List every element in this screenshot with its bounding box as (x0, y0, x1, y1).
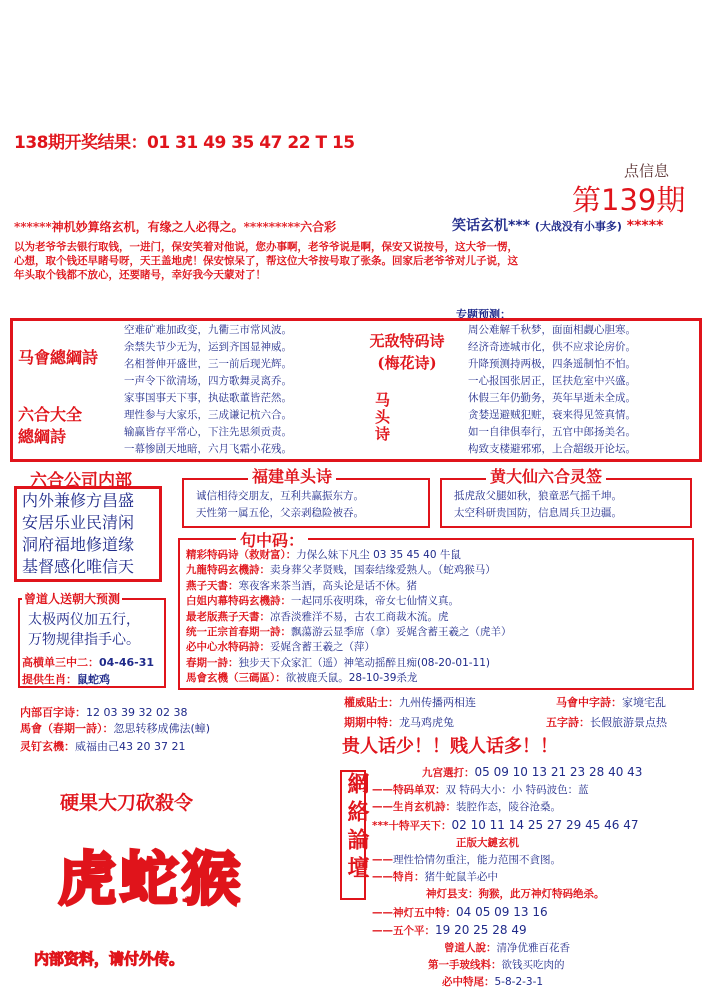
middle-item-label: 统一正宗首春期一詩： (186, 626, 291, 639)
joke-line: 以为老爷爷去银行取钱，一进门，保安笑着对他说，您办事啊，老爷爷说是啊，保安又说按号，这大爷一愣， (14, 241, 518, 253)
fortune-gold (22, 654, 154, 670)
authority-tip-value: 九州传播两相连 (399, 696, 476, 709)
wong-lines (454, 488, 622, 522)
joke-line: 心想，取个钱还早睹号呀，天王盖地虎！保安惊呆了，帮这位大爷按号取了张条。回家后老爷爷对儿子说，这 (14, 255, 518, 267)
net-item-label: 必中特尾： (442, 976, 495, 989)
poem-line: 输赢皆存平常心，下注先思须贡责。 (124, 426, 292, 438)
inner-hundred (20, 704, 187, 720)
net-item-value: 双 特码大小：小 特码波色：蓝 (445, 784, 589, 797)
issue-number: 第139期 (572, 183, 686, 217)
slogan: 贵人话少！！贱人话多！！ (342, 736, 558, 757)
hk-poem-label-line: 總綱詩 (18, 427, 67, 446)
authority-tip (344, 694, 476, 710)
zodiac-nail-value: 威福由己43 20 37 21 (75, 740, 186, 753)
mahui-poem (20, 720, 210, 736)
poem-line: 一声令下欲清场，四方歌舞灵离乔。 (124, 375, 292, 387)
net-item-label: ***十特平天下： (372, 819, 452, 832)
plum-title-line: (梅花诗) (377, 354, 437, 372)
mahui-poem-value: 忽思转移成佛法(蟑) (113, 722, 211, 735)
middle-items (186, 548, 512, 687)
fortune-line: 太极两仪加五行， (28, 612, 140, 628)
net-item-value: 04 05 09 13 16 (456, 904, 548, 919)
poem-line: 名相誉伸开盛世，三一前后现光辉。 (124, 358, 292, 370)
middle-item (186, 610, 512, 625)
net-item-label: —— (372, 854, 393, 867)
middle-item (186, 579, 512, 594)
net-item-label: ——特肖： (372, 871, 425, 884)
net-item-label: 神灯县支： (426, 888, 479, 901)
joke-line: 年头取个钱都不放心，还要睹号，幸好我今天蒙对了！ (14, 269, 266, 281)
intro-right-title (452, 215, 663, 235)
info-tag: 点信息 (624, 162, 670, 180)
net-item-label: ——特码单双： (372, 784, 446, 797)
net-item (372, 799, 642, 816)
middle-item-label: 春期一詩： (186, 656, 239, 669)
middle-item-label: 燕子天書： (186, 579, 239, 592)
five-word-label: 五字詩： (546, 716, 590, 729)
fujian-lines (196, 488, 364, 522)
middle-item-value: 一起同乐夜明珠，帝女七仙情义真。 (291, 595, 459, 608)
net-item-value: 05 09 10 13 21 23 28 40 43 (474, 765, 643, 779)
knife-title: 硬果大刀砍殺令 (60, 792, 194, 814)
net-item (372, 764, 642, 782)
wong-title: 黄大仙六合灵签 (486, 464, 606, 487)
net-item-label: ——神灯五中特： (372, 906, 456, 919)
net-item (372, 957, 642, 974)
internal-line: 安居乐业民清闲 (22, 513, 135, 532)
net-item-value: 狗猴，此万神灯特码绝杀。 (478, 888, 605, 901)
net-label: 網絡論壇 (344, 772, 370, 884)
mahui-poem-label: 馬會（春期一詩）： (20, 722, 114, 735)
forecast-label: 专题预测： (456, 308, 511, 321)
plum-poem-title (362, 330, 452, 374)
middle-item-label: 馬會玄機（三碼區）： (186, 672, 286, 685)
middle-item (186, 625, 512, 640)
middle-item-label: 精彩特码诗（救财富）： (186, 549, 297, 561)
poem-line: 空难矿难加政变，九衢三市常风波。 (124, 324, 292, 336)
middle-title: 句中码： (236, 528, 308, 551)
poem-line: 构致支楼避邪邪，上合超级开论坛。 (468, 443, 636, 455)
inner-hundred-value: 12 03 39 32 02 38 (86, 706, 188, 719)
joke-stars: ***** (626, 218, 664, 234)
period-special-label: 期期中特： (344, 716, 399, 729)
poem-line: 经济奇迹城市化，供不应求论房价。 (468, 341, 636, 353)
middle-item-value: 欲被鹿夭鼠。28-10-39杀龙 (285, 672, 418, 685)
five-word-value: 长假旅游景点热 (590, 716, 667, 729)
inner-hundred-label: 内部百字诗： (20, 706, 86, 719)
middle-item-value: 独步天下众家汇（遥）神笔动摇醉且痴(08-20-01-11) (238, 656, 491, 669)
net-item (372, 852, 642, 869)
plum-poem-lines (468, 322, 636, 458)
middle-item (186, 656, 512, 671)
net-item (372, 869, 642, 886)
internal-line: 基督感化唯信天 (22, 557, 135, 576)
result-line: 138期开奖结果：01 31 49 35 47 22 T 15 (14, 133, 355, 153)
middle-item-label: 必中心水特码詩： (186, 641, 270, 654)
fortune-line: 万物规律指手心。 (28, 632, 140, 648)
fortune-gold-value: 04-46-31 (99, 656, 155, 669)
middle-item-label: 九龍特码玄機詩： (186, 564, 270, 577)
fujian-line: 天性第一属五伦，父亲剥稳险被吞。 (196, 507, 364, 519)
middle-item-value: 寒夜客来茶当酒，高头论是话不休。猪 (238, 579, 417, 592)
net-item-value: 欲钱买吃肉的 (501, 959, 565, 972)
net-item-value: 理性恰情勿重注，能力范围不貪图。 (393, 854, 561, 867)
knife-zodiacs: 虎蛇猴 (58, 845, 245, 913)
net-item-value: 猪牛蛇鼠羊必中 (424, 871, 498, 884)
net-item-label: ——生肖玄机詩： (372, 801, 456, 814)
poem-line: 升降预测持两极，四条遥制怕不怕。 (468, 358, 636, 370)
middle-item-value: 卖身葬父孝贤贱，国泰结缘爱熟人。（蛇鸡猴马） (270, 564, 496, 577)
middle-item (186, 548, 512, 563)
net-item-value: 5-8-2-3-1 (494, 976, 544, 989)
middle-item-value: 凉香淡雅洋不易，古农工商裁木流。虎 (270, 610, 449, 623)
authority-tip-label: 權威貼士： (344, 696, 399, 709)
period-special (344, 714, 454, 730)
zodiac-nail (20, 738, 185, 754)
middle-item (186, 640, 512, 655)
hk-poem-label: 马會總綱詩 (18, 348, 99, 367)
internal-title: 六合公司内部 (30, 471, 132, 491)
hk-poem-label-line: 六合大全 (18, 405, 83, 424)
horse-poem (556, 694, 666, 710)
period-special-value: 龙马鸡虎兔 (399, 716, 454, 729)
middle-item-value: 妥娓含蓄王羲之（萍） (270, 641, 375, 654)
plum-side-label: 马头诗 (373, 392, 391, 443)
net-items (372, 764, 642, 992)
joke-story (14, 240, 714, 282)
middle-item-label: 白姐内幕特码玄機詩： (186, 595, 291, 608)
fortune-provider (22, 671, 110, 687)
net-item-label: 曾道人說： (444, 942, 497, 955)
poem-line: 一心报国张居正，匡扶危室中兴盛。 (468, 375, 636, 387)
poem-line: 余禁失节少无为，运到齐国显神威。 (124, 341, 292, 353)
middle-item-label: 最老版燕子天書： (186, 610, 270, 623)
five-word-poem (546, 714, 667, 730)
wong-line: 抵虎敌父腿如秋，狼童恶气摇千坤。 (454, 490, 622, 502)
fortune-provider-value: 鼠蛇鸡 (77, 673, 110, 686)
middle-item (186, 671, 512, 686)
net-item-value: 正版大鏈玄机 (456, 836, 519, 849)
middle-item (186, 563, 512, 578)
net-item-label: 九宫選打： (422, 767, 475, 779)
net-item-value: 02 10 11 14 25 27 29 45 46 47 (451, 817, 639, 832)
joke-title: 笑话玄机*** (452, 218, 530, 234)
net-item (372, 922, 642, 940)
net-item (372, 940, 642, 957)
net-item (372, 835, 642, 852)
net-item-value: 装腔作态，陵谷沧桑。 (456, 801, 561, 814)
hk-poem-label-2 (18, 404, 82, 448)
zodiac-nail-label: 灵钉玄機： (20, 740, 75, 753)
joke-note: (大战没有小事多) (534, 220, 622, 233)
internal-line: 内外兼修方昌盛 (22, 491, 135, 510)
intro-left-title: ******神机妙算络玄机，有缘之人必得之。*********六合彩 (14, 220, 337, 234)
fujian-line: 诚信相待交朋友，互利共赢振东方。 (196, 490, 364, 502)
net-item (372, 974, 642, 991)
fujian-title: 福建单头诗 (248, 464, 336, 487)
wong-line: 太空科研贵国防，信息周兵卫边疆。 (454, 507, 622, 519)
middle-item (186, 594, 512, 609)
poem-line: 家事国事天下事，执砝歌董皆茫然。 (124, 392, 292, 404)
poem-line: 一幕惨剧天地暗，六月飞霜小花残。 (124, 443, 292, 455)
internal-line: 洞府福地修道缘 (22, 535, 135, 554)
fortune-gold-label: 高横单三中二： (22, 656, 99, 669)
net-item (372, 817, 642, 835)
poem-line: 贪婪逞避贼犯赃，衰来得见签真情。 (468, 409, 636, 421)
fortune-title: 曾道人送朝大预测 (24, 592, 121, 606)
net-item (372, 904, 642, 922)
poem-line: 周公难解千秋梦，面面相觑心胆寒。 (468, 324, 636, 336)
net-item-value: 清净优雅百花香 (496, 942, 570, 955)
net-item-label: 第一手玻线料： (428, 959, 502, 972)
middle-item-value: 飘蕩游云显季席（拿）妥娓含蓄王羲之（虎羊） (291, 626, 512, 639)
internal-lines (22, 490, 134, 578)
fortune-lines (28, 610, 140, 650)
hk-poem-lines (124, 322, 292, 458)
footer-note: 内部资料，请付外传。 (34, 950, 185, 968)
horse-poem-value: 家境宅乱 (622, 696, 666, 709)
horse-poem-label: 马會中字詩： (556, 696, 622, 709)
plum-title-line: 无敌特码诗 (369, 332, 445, 350)
net-item-label: ——五个平： (372, 924, 435, 937)
net-item (372, 782, 642, 799)
middle-item-value: 力保么妹下凡尘 03 35 45 40 牛鼠 (296, 549, 461, 561)
net-item (372, 886, 642, 903)
net-item-value: 19 20 25 28 49 (435, 922, 527, 937)
fortune-provider-label: 提供生肖： (22, 673, 77, 686)
poem-line: 理性参与大家乐，三成谦记杭六合。 (124, 409, 292, 421)
poem-line: 如一自律俱奉行，五官中郎扬美名。 (468, 426, 636, 438)
poem-line: 休假三年仍勤务，英年早逝未全成。 (468, 392, 636, 404)
